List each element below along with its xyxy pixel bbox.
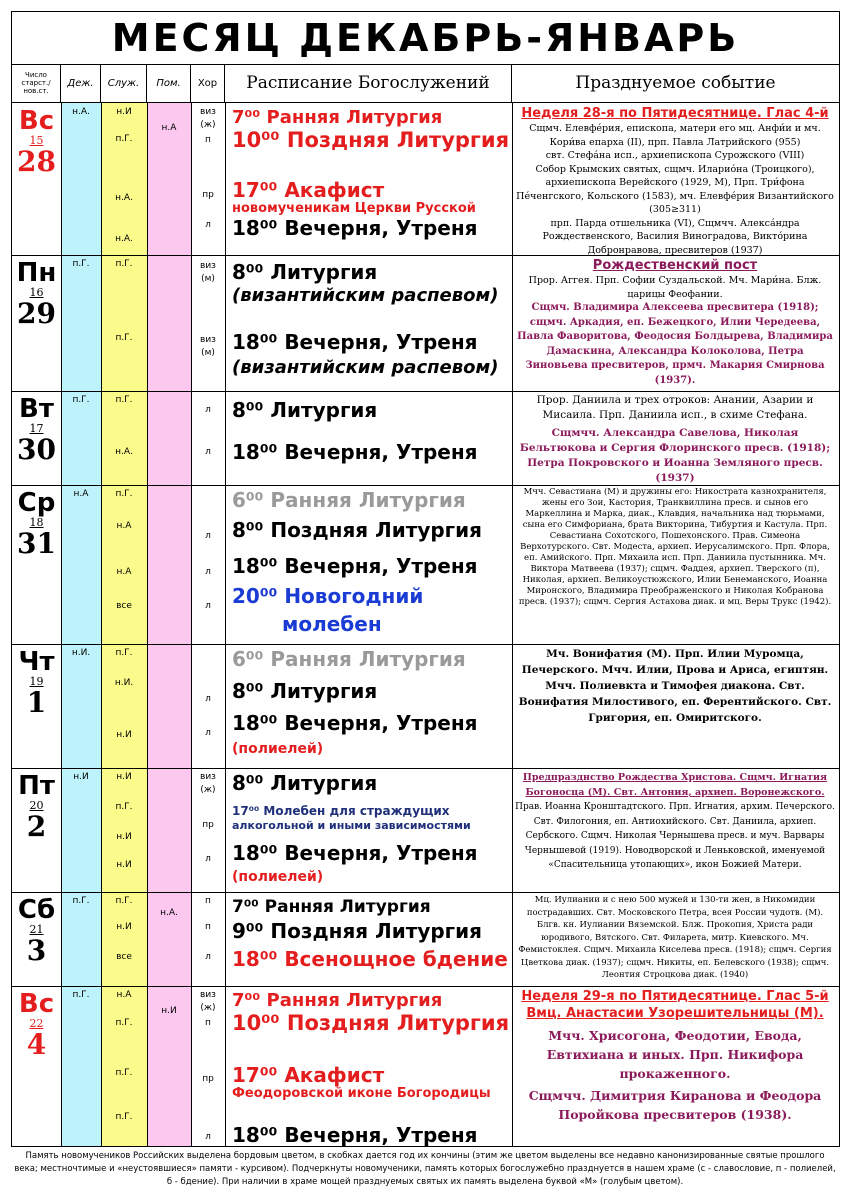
- service-item: 8⁰⁰ Литургия: [232, 679, 378, 703]
- slu-tag: п.Г.: [115, 802, 133, 812]
- slu-tag: н.И: [116, 860, 132, 870]
- slu-tag: н.А: [116, 990, 132, 1000]
- old-style-date: 18: [29, 516, 44, 529]
- hor-tag: виз: [200, 261, 216, 271]
- date-cell: [12, 768, 61, 842]
- slu-tag: н.А: [116, 567, 132, 577]
- day-of-week: Вс: [18, 106, 55, 136]
- hor-tag: л: [205, 854, 211, 864]
- day-of-week: Ср: [17, 488, 56, 518]
- event-title: Вмц. Анастасии Узорешительницы (М).: [526, 1006, 824, 1021]
- service-item: 8⁰⁰ Литургия: [232, 771, 378, 795]
- new-style-date: 31: [17, 527, 56, 560]
- old-style-date: 19: [29, 675, 44, 688]
- grid-line: [191, 103, 192, 1146]
- date-cell: [12, 644, 61, 718]
- day-of-week: Пн: [16, 258, 57, 288]
- old-style-date: 17: [29, 422, 44, 435]
- date-cell: [12, 255, 61, 329]
- service-item: новомученикам Церкви Русской: [232, 201, 476, 216]
- event-text: Сщмчч. Димитрия Киранова и Феодора Поройкова пресвитеров (1938).: [528, 1088, 822, 1122]
- hor-tag: п: [205, 922, 211, 932]
- slu-tag: н.А: [116, 521, 132, 531]
- hor-tag: виз: [200, 107, 216, 117]
- service-item: (византийским распевом): [232, 285, 499, 306]
- hor-tag: виз: [200, 335, 216, 345]
- hor-tag: (ж): [200, 1003, 216, 1013]
- new-style-date: 1: [26, 686, 47, 719]
- hor-tag: п: [205, 896, 211, 906]
- dej-tag: п.Г.: [72, 990, 90, 1000]
- service-item: 7⁰⁰ Ранняя Литургия: [232, 107, 443, 128]
- header-hor: Хор: [191, 64, 225, 103]
- slu-tag: н.И.: [114, 678, 134, 688]
- grid-line: [147, 103, 148, 1146]
- hor-tag: л: [205, 694, 211, 704]
- day-row: [12, 768, 839, 893]
- slu-tag: н.И: [116, 772, 132, 782]
- event-cell: [514, 770, 836, 873]
- hor-tag: л: [205, 952, 211, 962]
- pom-tag: н.А: [161, 123, 177, 133]
- header-pom: Пом.: [147, 64, 191, 103]
- slu-tag: п.Г.: [115, 259, 133, 269]
- slu-tag: п.Г.: [115, 333, 133, 343]
- slu-tag: п.Г.: [115, 1018, 133, 1028]
- slu-tag: п.Г.: [115, 896, 133, 906]
- hor-tag: пр: [202, 1074, 214, 1084]
- header-event: Празднуемое событие: [512, 64, 839, 103]
- service-item: (полиелей): [232, 869, 324, 885]
- slu-tag: все: [116, 601, 132, 611]
- event-cell: [514, 257, 836, 388]
- header-date: Число старст./нов.ст.: [12, 64, 61, 103]
- slu-tag: все: [116, 952, 132, 962]
- service-item: 18⁰⁰ Всенощное бдение: [232, 947, 508, 971]
- service-item: молебен: [282, 612, 382, 636]
- event-cell: [514, 487, 836, 608]
- service-item: (византийским распевом): [232, 357, 499, 378]
- date-cell: [12, 986, 61, 1060]
- service-item: Феодоровской иконе Богородицы: [232, 1086, 491, 1101]
- event-cell: [514, 393, 836, 486]
- new-style-date: 30: [17, 433, 56, 466]
- old-style-date: 22: [29, 1017, 44, 1030]
- slu-tag: н.А.: [115, 193, 133, 203]
- hor-tag: л: [205, 220, 211, 230]
- footnote: Память новомучеников Российских выделена бордовым цветом, в скобках дается год их кончины (этим же цветом выделены все недавно канонизированные святые прошлого века; местночтимые и «неустоявшиеся» памяти - курсивом). Подчеркнуты новомученики, память которых богослужебно празднуется в нашем храме (с - славословие, п - полиелей, б - бдение). При наличии в храме мощей празднуемых святых их память выделена буквой «М» (голубым цветом).: [14, 1151, 836, 1187]
- day-row: [12, 485, 839, 645]
- event-text: Мц. Иулиании и с нею 500 мужей и 130-ти жен, в Никомидии пострадавших. Свт. Московского Петра, всея России чудотв. (М). Блгв. кн. Иулиании Вяземской. Блж. Прокопия, Христа ради юродивого, Вятского. Свт. Филарета, митр. Киевского. Мч. Фемистоклея. Сщмч. Михаила Киселева пресв. (1918); сщмч. Сергия Цветкова диак. (1937); сщмч. Никиты, еп. Белевского (1938); сщмч. Леонтия Строцкова диак. (1940): [518, 895, 832, 980]
- service-item: алкогольной и иными зависимостями: [232, 819, 471, 832]
- service-item: 6⁰⁰ Ранняя Литургия: [232, 488, 466, 512]
- hor-tag: пр: [202, 190, 214, 200]
- slu-tag: н.А.: [115, 447, 133, 457]
- dej-tag: н.И.: [71, 648, 91, 658]
- dej-tag: н.А: [73, 489, 89, 499]
- pom-tag: н.А.: [160, 908, 178, 918]
- day-row: [12, 892, 839, 987]
- hor-tag: л: [205, 601, 211, 611]
- dej-tag: п.Г.: [72, 259, 90, 269]
- day-of-week: Чт: [18, 647, 55, 677]
- grid-line: [61, 103, 62, 1146]
- old-style-date: 15: [29, 134, 44, 147]
- event-cell: [514, 105, 836, 257]
- day-row: [12, 986, 839, 1146]
- new-style-date: 29: [17, 297, 56, 330]
- event-text: Прор. Даниила и трех отроков: Анании, Азарии и Мисаила. Прп. Даниила исп., в схиме Стефана.: [536, 394, 814, 421]
- event-cell: [514, 988, 836, 1124]
- header-schedule: Расписание Богослужений: [225, 64, 512, 103]
- slu-tag: н.И: [116, 730, 132, 740]
- slu-tag: п.Г.: [115, 134, 133, 144]
- slu-tag: п.Г.: [115, 1112, 133, 1122]
- new-style-date: 28: [17, 145, 56, 178]
- day-of-week: Пт: [18, 771, 55, 801]
- service-item: 18⁰⁰ Вечерня, Утреня: [232, 330, 478, 354]
- slu-tag: п.Г.: [115, 395, 133, 405]
- service-item: 18⁰⁰ Вечерня, Утреня: [232, 711, 478, 735]
- event-text: прп. Парда отшельника (VI), Сщмчч. Алекса́ндра Рождественского, Василия Виноградова, Викто́рина Добронравова, пресвитеров (1937): [542, 217, 808, 256]
- rows: [12, 103, 839, 1146]
- service-item: 8⁰⁰ Поздняя Литургия: [232, 518, 482, 542]
- event-text: Мч. Вонифатия (М). Прп. Илии Муромца, Печерского. Мчч. Илии, Прова и Ариса, египтян. Мчч. Полиевкта и Тимофея диакона. Свт. Вонифатия Милостивого, еп. Ферентийского. Свт. Григория, еп. Омиритского.: [518, 648, 832, 724]
- service-item: 18⁰⁰ Вечерня, Утреня: [232, 440, 478, 464]
- event-text: Мчч. Севастиана (М) и дружины его: Никострата казнохранителя, жены его Зои, Кастория, Транквиллина пресв. и сынов его Маркеллина и Марка, диак., Клавдия, начальника над тюрьмами, сына его Симфориана, брата Викторина, Тибуртия и Кастула. Прп. Севастиана Сохотского, Пошехонского. Прав. Симеона Верхотурского. Свт. Модеста, архиеп. Иерусалимского. Прп. Флора, еп. Амийского. Прп. Михаила исп. Прп. Даниила пустынника. Мч. Виктора Матвеева (1937); сщмч. Фаддея, архиеп. Тверского (п), Николая, архиеп. Великоустюжского, Илии Бенеманского, Иоанна Миронского, Владимира Преображенского и Николая Кобранова пресв. (1937); сщмч. Сергия Астахова диак. и мц. Веры Трукс (1942).: [518, 487, 832, 607]
- service-item: 18⁰⁰ Вечерня, Утреня: [232, 841, 478, 865]
- new-style-date: 3: [26, 934, 47, 967]
- event-text: Сщмчч. Александра Савелова, Николая Бельтюкова и Сергия Флоринского пресв. (1918); Петра Покровского и Иоанна Земляного пресв. (1937): [519, 427, 831, 484]
- event-text: Мчч. Хрисогона, Феодотии, Евода, Евтихиана и иных. Прп. Никифора прокаженного.: [546, 1028, 804, 1081]
- event-title: Рождественский пост: [592, 258, 758, 273]
- event-text: Собор Крымских святых, сщмч. Иларио́на (Троицкого), архиепископа Верейского (1929, М), Прп. Три́фона Пе́ченгского, Кольского (1583), мч. Елевфе́рия Византийского (305≥311): [516, 163, 834, 215]
- slu-tag: п.Г.: [115, 648, 133, 658]
- service-item: 6⁰⁰ Ранняя Литургия: [232, 647, 466, 671]
- hor-tag: п: [205, 135, 211, 145]
- day-row: [12, 644, 839, 769]
- date-cell: [12, 485, 61, 559]
- hor-tag: виз: [200, 990, 216, 1000]
- event-text: Предпразднство Рождества Христова. Сщмч. Игнатия Богоносца (М). Свт. Антония, архиеп. Воронежского.: [522, 772, 828, 798]
- dej-tag: н.А.: [72, 107, 90, 117]
- slu-tag: н.А.: [115, 234, 133, 244]
- hor-tag: (ж): [200, 120, 216, 130]
- slu-tag: п.Г.: [115, 489, 133, 499]
- hor-tag: л: [205, 531, 211, 541]
- pom-tag: н.И: [161, 1006, 177, 1016]
- event-text: Прор. Аггея. Прп. Софии Суздальской. Мч. Мари́на. Блж. царицы Феофании.: [528, 275, 822, 300]
- service-item: 8⁰⁰ Литургия: [232, 260, 378, 284]
- day-row: [12, 103, 839, 256]
- hor-tag: виз: [200, 772, 216, 782]
- service-item: 9⁰⁰ Поздняя Литургия: [232, 919, 482, 943]
- date-cell: [12, 391, 61, 465]
- service-item: 18⁰⁰ Вечерня, Утреня: [232, 554, 478, 578]
- dej-tag: п.Г.: [72, 896, 90, 906]
- event-text: Сщмч. Владимира Алексеева пресвитера (1918); сщмч. Аркадия, еп. Бежецкого, Илии Чередеева, Павла Фаворитова, Феодосия Болдырева, Владимира Дамаскина, Александра Колоколова, Петра Зиновьева пресвитеров, прмч. Макария Смирнова (1937).: [517, 302, 833, 386]
- header-dej: Деж.: [61, 64, 101, 103]
- service-item: 17⁰⁰ Акафист: [232, 178, 385, 202]
- event-cell: [514, 646, 836, 726]
- grid-line: [512, 103, 513, 1146]
- service-item: 17⁰⁰ Молебен для страждущих: [232, 804, 450, 818]
- slu-tag: н.И: [116, 922, 132, 932]
- event-text: Сщмч. Елевфе́рия, епископа, матери его мц. Анфи́и и мч. Кори́ва епарха (II), прп. Павла Латрийского (955): [529, 123, 821, 148]
- slu-tag: п.Г.: [115, 1068, 133, 1078]
- service-item: 7⁰⁰ Ранняя Литургия: [232, 990, 443, 1011]
- service-item: (полиелей): [232, 741, 324, 757]
- day-of-week: Сб: [17, 895, 56, 925]
- event-text: свт. Стефа́на исп., архиепископа Сурожского (VIII): [545, 150, 805, 161]
- date-cell: [12, 892, 61, 966]
- hor-tag: п: [205, 1018, 211, 1028]
- header-slu: Служ.: [101, 64, 147, 103]
- grid-line: [101, 103, 102, 1146]
- hor-tag: (ж): [200, 785, 216, 795]
- hor-tag: (м): [201, 274, 215, 284]
- date-cell: [12, 103, 61, 177]
- day-row: [12, 255, 839, 392]
- service-item: 10⁰⁰ Поздняя Литургия: [232, 1011, 510, 1035]
- hor-tag: л: [205, 1132, 211, 1142]
- service-item: 8⁰⁰ Литургия: [232, 398, 378, 422]
- service-item: 18⁰⁰ Вечерня, Утреня: [232, 216, 478, 240]
- dej-tag: н.И: [73, 772, 89, 782]
- old-style-date: 20: [29, 799, 44, 812]
- service-item: 7⁰⁰ Ранняя Литургия: [232, 897, 431, 917]
- hor-tag: (м): [201, 348, 215, 358]
- slu-tag: н.И: [116, 107, 132, 117]
- day-row: [12, 391, 839, 486]
- old-style-date: 16: [29, 286, 44, 299]
- dej-tag: п.Г.: [72, 395, 90, 405]
- slu-tag: н.И: [116, 832, 132, 842]
- event-title: Неделя 28-я по Пятидесятнице. Глас 4-й: [521, 106, 829, 121]
- grid-line: [225, 103, 226, 1146]
- day-of-week: Вс: [18, 989, 55, 1019]
- page-title: МЕСЯЦ ДЕКАБРЬ-ЯНВАРЬ: [12, 12, 839, 65]
- hor-tag: пр: [202, 820, 214, 830]
- new-style-date: 2: [26, 810, 47, 843]
- event-cell: [514, 894, 836, 982]
- event-text: Прав. Иоанна Кронштадтского. Прп. Игнатия, архим. Печерского. Свт. Филогония, еп. Антиохийского. Свт. Даниила, архиеп. Сербского. Сщмч. Николая Чернышева пресв. и муч. Варвары Чернышевой (1919). Новодворской и Леньковской, именуемой «Спасительница утопающих», икон Божией Матери.: [515, 802, 835, 870]
- new-style-date: 4: [26, 1028, 47, 1061]
- service-item: 10⁰⁰ Поздняя Литургия: [232, 128, 510, 152]
- hor-tag: л: [205, 447, 211, 457]
- hor-tag: л: [205, 728, 211, 738]
- day-of-week: Вт: [19, 394, 54, 424]
- old-style-date: 21: [29, 923, 44, 936]
- service-item: 18⁰⁰ Вечерня, Утреня: [232, 1123, 478, 1147]
- hor-tag: л: [205, 567, 211, 577]
- hor-tag: л: [205, 405, 211, 415]
- schedule-sheet: [11, 11, 840, 1147]
- service-item: 20⁰⁰ Новогодний: [232, 584, 424, 608]
- event-title: Неделя 29-я по Пятидесятнице. Глас 5-й: [521, 989, 829, 1004]
- service-item: 17⁰⁰ Акафист: [232, 1063, 385, 1087]
